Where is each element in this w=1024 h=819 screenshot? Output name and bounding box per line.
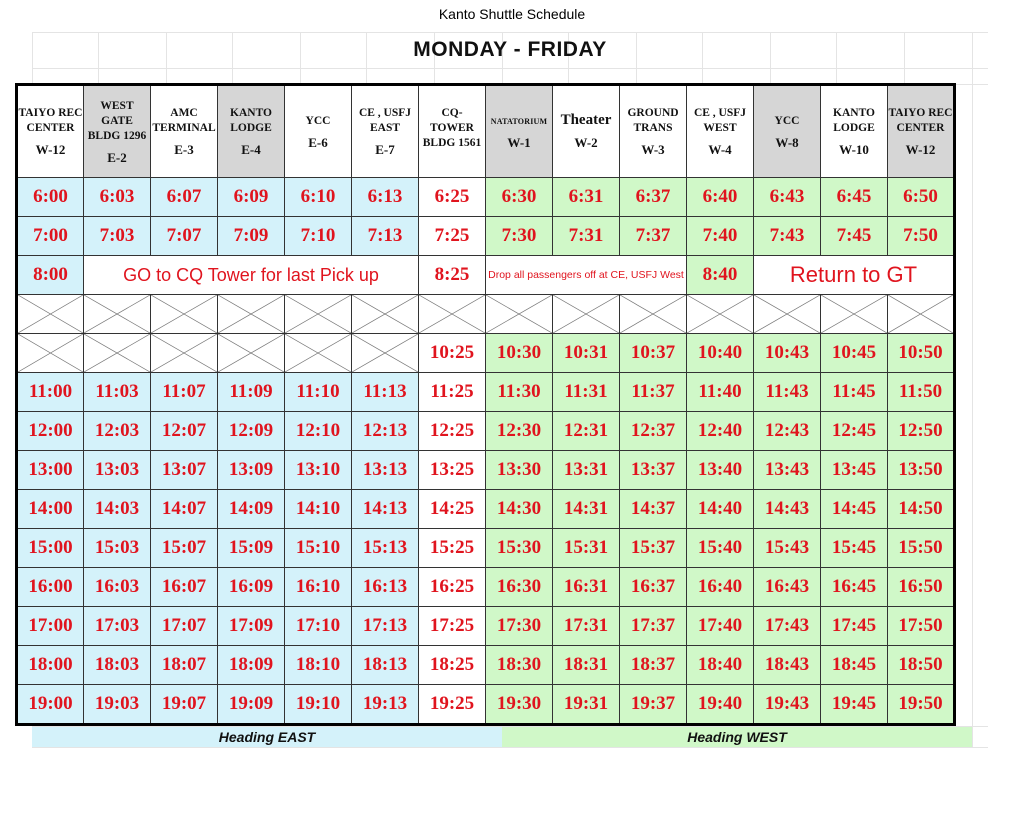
time-cell: 6:03 bbox=[84, 178, 151, 217]
time-cell: 13:31 bbox=[553, 451, 620, 490]
time-cell: 16:03 bbox=[84, 568, 151, 607]
time-cell: 14:10 bbox=[285, 490, 352, 529]
stop-code: E-4 bbox=[241, 142, 261, 157]
time-cell: 6:09 bbox=[218, 178, 285, 217]
blocked-cell-icon bbox=[352, 334, 418, 372]
time-cell: 7:10 bbox=[285, 217, 352, 256]
stop-header bbox=[821, 85, 888, 178]
no-service-cell bbox=[687, 295, 754, 334]
time-cell: 13:00 bbox=[17, 451, 84, 490]
schedule-row bbox=[17, 568, 955, 607]
stop-header bbox=[17, 85, 84, 178]
stop-name: AMC TERMINAL bbox=[152, 107, 216, 134]
time-cell: 11:50 bbox=[888, 373, 955, 412]
note-drop-passengers: Drop all passengers off at CE, USFJ West bbox=[486, 256, 687, 295]
note-go-cq-tower: GO to CQ Tower for last Pick up bbox=[84, 256, 419, 295]
time-cell: 16:31 bbox=[553, 568, 620, 607]
time-cell: 17:13 bbox=[352, 607, 419, 646]
stop-code: E-7 bbox=[375, 142, 395, 157]
time-cell: 18:00 bbox=[17, 646, 84, 685]
stop-code: W-12 bbox=[905, 142, 936, 157]
time-cell: 19:25 bbox=[419, 685, 486, 725]
time-cell: 6:25 bbox=[419, 178, 486, 217]
stop-header-row bbox=[17, 85, 955, 178]
time-cell: 13:37 bbox=[620, 451, 687, 490]
time-cell: 18:25 bbox=[419, 646, 486, 685]
time-cell: 6:30 bbox=[486, 178, 553, 217]
stop-name: YCC bbox=[305, 114, 331, 127]
time-cell: 7:00 bbox=[17, 217, 84, 256]
stop-header bbox=[151, 85, 218, 178]
no-service-cell bbox=[84, 295, 151, 334]
time-cell: 19:50 bbox=[888, 685, 955, 725]
time-cell: 15:00 bbox=[17, 529, 84, 568]
time-cell: 13:50 bbox=[888, 451, 955, 490]
stop-code: W-12 bbox=[35, 142, 66, 157]
time-cell: 18:50 bbox=[888, 646, 955, 685]
time-cell: 10:40 bbox=[687, 334, 754, 373]
time-cell: 6:13 bbox=[352, 178, 419, 217]
time-cell: 13:07 bbox=[151, 451, 218, 490]
time-cell: 14:50 bbox=[888, 490, 955, 529]
time-cell: 13:09 bbox=[218, 451, 285, 490]
time-cell: 17:30 bbox=[486, 607, 553, 646]
time-cell: 6:50 bbox=[888, 178, 955, 217]
stop-name: TAIYO REC CENTER bbox=[18, 107, 83, 134]
no-service-cell bbox=[218, 295, 285, 334]
time-cell: 6:31 bbox=[553, 178, 620, 217]
time-cell: 16:37 bbox=[620, 568, 687, 607]
time-cell: 16:13 bbox=[352, 568, 419, 607]
stop-code: E-2 bbox=[107, 149, 127, 165]
stop-name: TAIYO REC CENTER bbox=[888, 107, 953, 134]
blocked-cell-icon bbox=[18, 334, 83, 372]
time-cell: 11:30 bbox=[486, 373, 553, 412]
time-cell: 12:31 bbox=[553, 412, 620, 451]
time-cell: 17:50 bbox=[888, 607, 955, 646]
time-cell: 12:03 bbox=[84, 412, 151, 451]
stop-name: WEST GATE BLDG 1296 bbox=[87, 99, 147, 142]
time-cell: 18:09 bbox=[218, 646, 285, 685]
time-cell: 14:40 bbox=[687, 490, 754, 529]
blocked-cell-icon bbox=[151, 295, 217, 333]
time-cell: 15:03 bbox=[84, 529, 151, 568]
stop-name: KANTO LODGE bbox=[833, 107, 875, 134]
time-cell: 13:43 bbox=[754, 451, 821, 490]
stop-code: W-3 bbox=[641, 142, 665, 157]
time-cell: 16:43 bbox=[754, 568, 821, 607]
time-cell: 7:45 bbox=[821, 217, 888, 256]
schedule-row bbox=[17, 412, 955, 451]
no-service-cell bbox=[285, 295, 352, 334]
time-cell: 13:13 bbox=[352, 451, 419, 490]
time-cell: 12:07 bbox=[151, 412, 218, 451]
time-cell: 7:40 bbox=[687, 217, 754, 256]
time-cell: 16:10 bbox=[285, 568, 352, 607]
time-cell: 17:10 bbox=[285, 607, 352, 646]
blocked-cell-icon bbox=[218, 295, 284, 333]
time-cell: 19:00 bbox=[17, 685, 84, 725]
time-cell: 18:13 bbox=[352, 646, 419, 685]
no-service-cell bbox=[285, 334, 352, 373]
time-cell: 18:07 bbox=[151, 646, 218, 685]
stop-name: KANTO LODGE bbox=[230, 107, 272, 134]
time-cell: 14:07 bbox=[151, 490, 218, 529]
time-cell: 17:40 bbox=[687, 607, 754, 646]
time-cell: 18:30 bbox=[486, 646, 553, 685]
time-cell: 16:07 bbox=[151, 568, 218, 607]
time-cell: 12:30 bbox=[486, 412, 553, 451]
time-cell: 11:40 bbox=[687, 373, 754, 412]
stop-code: W-1 bbox=[507, 134, 531, 150]
stop-code: W-4 bbox=[708, 142, 732, 157]
time-cell: 13:10 bbox=[285, 451, 352, 490]
time-cell: 11:07 bbox=[151, 373, 218, 412]
time-cell: 17:07 bbox=[151, 607, 218, 646]
time-cell: 13:40 bbox=[687, 451, 754, 490]
time-cell: 12:09 bbox=[218, 412, 285, 451]
stop-name: CE , USFJ EAST bbox=[358, 107, 412, 134]
no-service-cell bbox=[553, 295, 620, 334]
time-cell: 6:00 bbox=[17, 178, 84, 217]
time-cell: 11:45 bbox=[821, 373, 888, 412]
schedule-row bbox=[17, 451, 955, 490]
stop-name: CQ- TOWER BLDG 1561 bbox=[422, 107, 482, 149]
time-cell: 7:30 bbox=[486, 217, 553, 256]
time-cell: 11:31 bbox=[553, 373, 620, 412]
time-cell: 19:37 bbox=[620, 685, 687, 725]
time-cell: 8:00 bbox=[17, 256, 84, 295]
time-cell: 10:37 bbox=[620, 334, 687, 373]
stop-header bbox=[754, 85, 821, 178]
time-cell: 18:10 bbox=[285, 646, 352, 685]
blocked-cell-icon bbox=[620, 295, 686, 333]
time-cell: 11:03 bbox=[84, 373, 151, 412]
time-cell: 11:37 bbox=[620, 373, 687, 412]
schedule-row bbox=[17, 646, 955, 685]
time-cell: 17:03 bbox=[84, 607, 151, 646]
stop-header bbox=[687, 85, 754, 178]
schedule-row bbox=[17, 529, 955, 568]
time-cell: 10:25 bbox=[419, 334, 486, 373]
stop-header bbox=[486, 85, 553, 178]
no-service-cell bbox=[17, 295, 84, 334]
time-cell: 17:37 bbox=[620, 607, 687, 646]
time-cell: 11:00 bbox=[17, 373, 84, 412]
time-cell: 14:37 bbox=[620, 490, 687, 529]
time-cell: 19:07 bbox=[151, 685, 218, 725]
time-cell: 17:43 bbox=[754, 607, 821, 646]
time-cell: 15:13 bbox=[352, 529, 419, 568]
time-cell: 7:09 bbox=[218, 217, 285, 256]
blocked-cell-icon bbox=[687, 295, 753, 333]
stop-name: YCC bbox=[774, 114, 800, 127]
time-cell: 17:09 bbox=[218, 607, 285, 646]
time-cell: 12:25 bbox=[419, 412, 486, 451]
time-cell: 15:25 bbox=[419, 529, 486, 568]
blocked-cell-icon bbox=[285, 334, 351, 372]
time-cell: 7:13 bbox=[352, 217, 419, 256]
stop-name: GROUND TRANS bbox=[627, 107, 679, 134]
time-cell: 10:30 bbox=[486, 334, 553, 373]
time-cell: 6:40 bbox=[687, 178, 754, 217]
time-cell: 16:09 bbox=[218, 568, 285, 607]
time-cell: 11:13 bbox=[352, 373, 419, 412]
time-cell: 19:31 bbox=[553, 685, 620, 725]
time-cell: 16:45 bbox=[821, 568, 888, 607]
time-cell: 10:50 bbox=[888, 334, 955, 373]
blocked-cell-icon bbox=[84, 334, 150, 372]
no-service-cell bbox=[151, 334, 218, 373]
time-cell: 6:43 bbox=[754, 178, 821, 217]
time-cell: 15:50 bbox=[888, 529, 955, 568]
time-cell: 12:13 bbox=[352, 412, 419, 451]
schedule-row bbox=[17, 334, 955, 373]
schedule-row bbox=[17, 373, 955, 412]
time-cell: 11:10 bbox=[285, 373, 352, 412]
heading-west-label: Heading WEST bbox=[502, 727, 972, 747]
time-cell: 18:43 bbox=[754, 646, 821, 685]
time-cell: 17:25 bbox=[419, 607, 486, 646]
time-cell: 6:10 bbox=[285, 178, 352, 217]
stop-code: E-6 bbox=[308, 134, 328, 150]
time-cell: 10:43 bbox=[754, 334, 821, 373]
no-service-cell bbox=[218, 334, 285, 373]
time-cell: 16:25 bbox=[419, 568, 486, 607]
time-cell: 7:03 bbox=[84, 217, 151, 256]
time-cell: 15:07 bbox=[151, 529, 218, 568]
time-cell: 11:43 bbox=[754, 373, 821, 412]
time-cell: 18:31 bbox=[553, 646, 620, 685]
time-cell: 12:37 bbox=[620, 412, 687, 451]
time-cell: 19:13 bbox=[352, 685, 419, 725]
time-cell: 14:00 bbox=[17, 490, 84, 529]
blocked-cell-icon bbox=[553, 295, 619, 333]
time-cell: 12:45 bbox=[821, 412, 888, 451]
time-cell: 16:40 bbox=[687, 568, 754, 607]
time-cell: 13:03 bbox=[84, 451, 151, 490]
no-service-cell bbox=[17, 334, 84, 373]
time-cell: 19:45 bbox=[821, 685, 888, 725]
time-cell: 18:45 bbox=[821, 646, 888, 685]
no-service-cell bbox=[486, 295, 553, 334]
schedule-row bbox=[17, 607, 955, 646]
time-cell: 7:43 bbox=[754, 217, 821, 256]
time-cell: 7:07 bbox=[151, 217, 218, 256]
schedule-row bbox=[17, 490, 955, 529]
time-cell: 14:31 bbox=[553, 490, 620, 529]
blocked-cell-icon bbox=[84, 295, 150, 333]
heading-east-label: Heading EAST bbox=[32, 727, 502, 747]
stop-header bbox=[84, 85, 151, 178]
time-cell: 6:45 bbox=[821, 178, 888, 217]
schedule-row bbox=[17, 256, 955, 295]
blocked-cell-icon bbox=[419, 295, 485, 333]
time-cell: 8:25 bbox=[419, 256, 486, 295]
time-cell: 16:50 bbox=[888, 568, 955, 607]
time-cell: 15:30 bbox=[486, 529, 553, 568]
time-cell: 19:40 bbox=[687, 685, 754, 725]
time-cell: 12:50 bbox=[888, 412, 955, 451]
time-cell: 6:37 bbox=[620, 178, 687, 217]
schedule-row bbox=[17, 685, 955, 725]
blocked-cell-icon bbox=[888, 295, 953, 333]
blocked-cell-icon bbox=[486, 295, 552, 333]
time-cell: 12:10 bbox=[285, 412, 352, 451]
blocked-cell-icon bbox=[18, 295, 83, 333]
stop-code: W-2 bbox=[574, 135, 598, 150]
time-cell: 19:09 bbox=[218, 685, 285, 725]
time-cell: 18:37 bbox=[620, 646, 687, 685]
stop-header bbox=[620, 85, 687, 178]
time-cell: 14:09 bbox=[218, 490, 285, 529]
time-cell: 15:09 bbox=[218, 529, 285, 568]
time-cell: 7:37 bbox=[620, 217, 687, 256]
stop-code: E-3 bbox=[174, 142, 194, 157]
no-service-cell bbox=[151, 295, 218, 334]
time-cell: 14:45 bbox=[821, 490, 888, 529]
time-cell: 14:13 bbox=[352, 490, 419, 529]
time-cell: 15:37 bbox=[620, 529, 687, 568]
time-cell: 15:45 bbox=[821, 529, 888, 568]
blocked-cell-icon bbox=[821, 295, 887, 333]
time-cell: 18:03 bbox=[84, 646, 151, 685]
time-cell: 6:07 bbox=[151, 178, 218, 217]
time-cell: 11:25 bbox=[419, 373, 486, 412]
stop-header bbox=[218, 85, 285, 178]
stop-code: W-10 bbox=[839, 142, 869, 157]
schedule-row bbox=[17, 217, 955, 256]
time-cell: 14:03 bbox=[84, 490, 151, 529]
stop-header bbox=[419, 85, 486, 178]
blocked-cell-icon bbox=[285, 295, 351, 333]
no-service-cell bbox=[821, 295, 888, 334]
time-cell: 7:25 bbox=[419, 217, 486, 256]
time-cell: 19:43 bbox=[754, 685, 821, 725]
time-cell: 15:43 bbox=[754, 529, 821, 568]
time-cell: 12:00 bbox=[17, 412, 84, 451]
time-cell: 19:03 bbox=[84, 685, 151, 725]
time-cell: 15:10 bbox=[285, 529, 352, 568]
time-cell: 15:31 bbox=[553, 529, 620, 568]
time-cell: 16:30 bbox=[486, 568, 553, 607]
time-cell: 10:45 bbox=[821, 334, 888, 373]
no-service-cell bbox=[352, 295, 419, 334]
blocked-cell-icon bbox=[754, 295, 820, 333]
time-cell: 13:25 bbox=[419, 451, 486, 490]
time-cell: 7:31 bbox=[553, 217, 620, 256]
time-cell: 13:45 bbox=[821, 451, 888, 490]
time-cell: 7:50 bbox=[888, 217, 955, 256]
time-cell: 8:40 bbox=[687, 256, 754, 295]
time-cell: 19:30 bbox=[486, 685, 553, 725]
document-title: Kanto Shuttle Schedule bbox=[438, 6, 586, 22]
time-cell: 19:10 bbox=[285, 685, 352, 725]
time-cell: 16:00 bbox=[17, 568, 84, 607]
stop-name: Theater bbox=[560, 112, 612, 128]
time-cell: 15:40 bbox=[687, 529, 754, 568]
blocked-cell-icon bbox=[151, 334, 217, 372]
no-service-cell bbox=[419, 295, 486, 334]
time-cell: 13:30 bbox=[486, 451, 553, 490]
stop-header bbox=[888, 85, 955, 178]
no-service-cell bbox=[84, 334, 151, 373]
time-cell: 12:40 bbox=[687, 412, 754, 451]
blocked-cell-icon bbox=[352, 295, 418, 333]
stop-header bbox=[553, 85, 620, 178]
time-cell: 14:43 bbox=[754, 490, 821, 529]
stop-code: W-8 bbox=[775, 134, 799, 150]
no-service-cell bbox=[352, 334, 419, 373]
schedule-table bbox=[15, 83, 956, 726]
no-service-cell bbox=[754, 295, 821, 334]
stop-header bbox=[352, 85, 419, 178]
day-range-title: MONDAY - FRIDAY bbox=[413, 38, 607, 61]
blocked-cell-icon bbox=[218, 334, 284, 372]
time-cell: 17:45 bbox=[821, 607, 888, 646]
time-cell: 17:31 bbox=[553, 607, 620, 646]
time-cell: 14:25 bbox=[419, 490, 486, 529]
no-service-cell bbox=[620, 295, 687, 334]
note-return-gt: Return to GT bbox=[754, 256, 955, 295]
stop-name: NATATORIUM bbox=[490, 116, 548, 126]
stop-name: CE , USFJ WEST bbox=[693, 107, 747, 134]
time-cell: 18:40 bbox=[687, 646, 754, 685]
stop-header bbox=[285, 85, 352, 178]
schedule-row bbox=[17, 295, 955, 334]
time-cell: 14:30 bbox=[486, 490, 553, 529]
no-service-cell bbox=[888, 295, 955, 334]
time-cell: 17:00 bbox=[17, 607, 84, 646]
time-cell: 10:31 bbox=[553, 334, 620, 373]
schedule-row bbox=[17, 178, 955, 217]
time-cell: 11:09 bbox=[218, 373, 285, 412]
time-cell: 12:43 bbox=[754, 412, 821, 451]
